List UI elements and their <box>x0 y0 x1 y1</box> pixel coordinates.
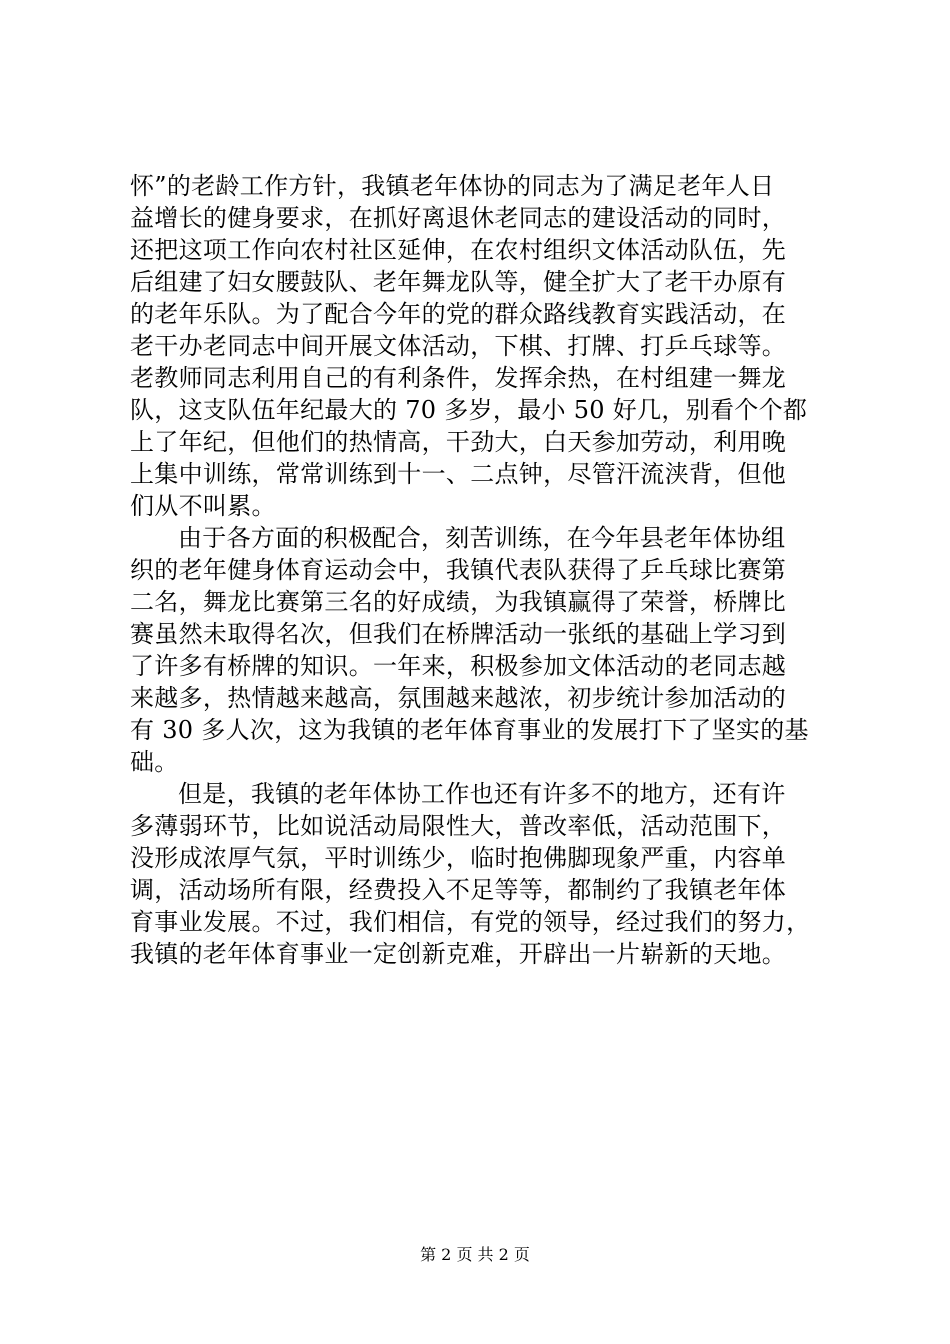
text-line: 老干办老同志中间开展文体活动，下棋、打牌、打乒乓球等。 <box>130 332 787 360</box>
text-line: 上了年纪，但他们的热情高，干劲大，白天参加劳动，利用晚 <box>130 428 787 456</box>
text-line: 老教师同志利用自己的有利条件，发挥余热，在村组建一舞龙 <box>130 364 787 392</box>
text-line: 了许多有桥牌的知识。一年来，积极参加文体活动的老同志越 <box>130 652 787 680</box>
text-line: 育事业发展。不过，我们相信，有党的领导，经过我们的努力， <box>130 908 811 936</box>
text-line: 础。 <box>130 748 179 776</box>
text-line: 来越多，热情越来越高，氛围越来越浓，初步统计参加活动的 <box>130 684 787 712</box>
text-line: 上集中训练，常常训练到十一、二点钟，尽管汗流浃背，但他 <box>130 460 787 488</box>
text-line: 怀”的老龄工作方针，我镇老年体协的同志为了满足老年人日 <box>130 172 775 200</box>
text-line: 调，活动场所有限，经费投入不足等等，都制约了我镇老年体 <box>130 876 787 904</box>
text-line: 赛虽然未取得名次，但我们在桥牌活动一张纸的基础上学习到 <box>130 620 787 648</box>
text-line: 我镇的老年体育事业一定创新克难，开辟出一片崭新的天地。 <box>130 940 787 968</box>
text-line: 没形成浓厚气氛，平时训练少，临时抱佛脚现象严重，内容单 <box>130 844 787 872</box>
text-line: 队，这支队伍年纪最大的 70 多岁，最小 50 好几，别看个个都 <box>130 396 808 424</box>
text-line: 织的老年健身体育运动会中，我镇代表队获得了乒乓球比赛第 <box>130 556 787 584</box>
paragraph-start-line: 但是，我镇的老年体协工作也还有许多不的地方，还有许 <box>178 780 786 808</box>
text-line: 的老年乐队。为了配合今年的党的群众路线教育实践活动，在 <box>130 300 787 328</box>
paragraph-start-line: 由于各方面的积极配合，刻苦训练，在今年县老年体协组 <box>178 524 786 552</box>
text-line: 还把这项工作向农村社区延伸，在农村组织文体活动队伍，先 <box>130 236 787 264</box>
page-number-footer: 第 2 页 共 2 页 <box>420 1245 530 1264</box>
text-line: 二名，舞龙比赛第三名的好成绩，为我镇赢得了荣誉，桥牌比 <box>130 588 787 616</box>
text-line: 多薄弱环节，比如说活动局限性大，普改率低，活动范围下， <box>130 812 787 840</box>
text-line: 后组建了妇女腰鼓队、老年舞龙队等，健全扩大了老干办原有 <box>130 268 787 296</box>
text-line: 益增长的健身要求，在抓好离退休老同志的建设活动的同时， <box>130 204 787 232</box>
text-line: 们从不叫累。 <box>130 492 276 520</box>
text-line: 有 30 多人次，这为我镇的老年体育事业的发展打下了坚实的基 <box>130 716 809 744</box>
